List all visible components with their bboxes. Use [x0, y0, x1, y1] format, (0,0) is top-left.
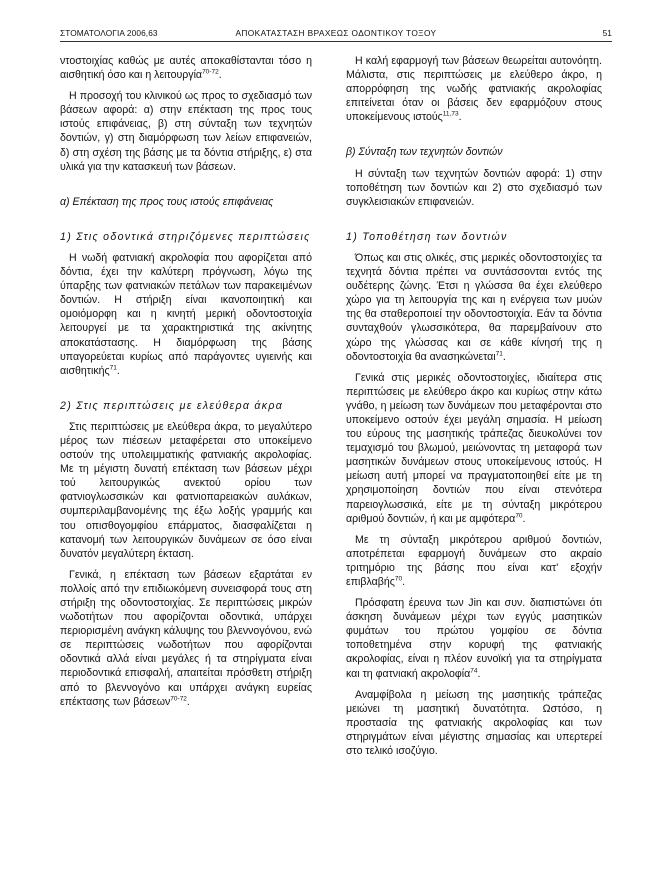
header-rule [60, 41, 612, 42]
paragraph: Όπως και στις ολικές, στις μερικές οδοντοστοιχίες τα τεχνητά δόντια πρέπει να συντάσσονται εντός της ουδέτερης ζώνης. Έτσι η γλώσσα θα έχει ελεύθερο χώρο για τη λειτουργία της και η ενέργεια των μυών της θα σταθεροποιεί την οδοντοστοιχία. Εάν τα δόντια συνταχθούν γλωσσικότερα, θα παρεμβαίνουν στο χώρο της γλώσσας και σε κάθε κίνησή της η οδοντοστοιχία θα ανασηκώνεται$^{71}$. [346, 251, 602, 363]
section-heading: α) Επέκταση της προς τους ιστούς επιφάνειας [60, 195, 274, 208]
citation-ref: 71 [109, 364, 117, 372]
citation-ref: 70 [515, 512, 523, 520]
journal-citation: ΣΤΟΜΑΤΟΛΟΓΙΑ 2006,63 [60, 28, 158, 38]
section-heading: β) Σύνταξη των τεχνητών δοντιών [346, 146, 503, 159]
page-number: 51 [602, 28, 612, 38]
left-column [60, 54, 312, 716]
subsection-heading: 2) Στις περιπτώσεις με ελεύθερα άκρα [60, 399, 284, 412]
paragraph: Η προσοχή του κλινικού ως προς το σχεδιασμό των βάσεων αφορά: α) στην επέκταση της προς τους ιστούς επιφάνειας, β) στη σύνταξη των τεχνητών δοντιών, γ) στη διαμόρφωση των λείων επιφανειών, δ) στη σχέση της βάσης με τα δόντια στήριξης, ε) στα υλικά για την κατασκευή των βάσεων. [60, 90, 312, 173]
citation-ref: 70-72 [202, 68, 219, 76]
citation-ref: 71 [495, 350, 503, 358]
paragraph: Η νωδή φατνιακή ακρολοφία που αφορίζεται από δόντια, έχει την καλύτερη πρόγνωση, λόγω της ύπαρξης των φατνιακών πετάλων των παρακειμένων δοντιών. Η στήριξη είναι ικανοποιητική και ομοιόμορφη και η κινητή μερική οδοντοστοιχία λειτουργεί με τα χαρακτηριστικά της ακίνητης αποκατάστασης. Η διαμόρφωση της βάσης υπαγορεύεται κυρίως από παράγοντες υγιεινής και αισθητικής$^{71}$. [60, 251, 312, 377]
paragraph: Πρόσφατη έρευνα των Jin και συν. διαπιστώνει ότι άσκηση δυνάμεων μέχρι των εγγύς μασητικών φυμάτων του πρώτου γομφίου σε δόντια τοποθετημένα στην κορυφή της φατνιακής ακρολοφίας, είναι η πλέον ευνοϊκή για τα στηρίγματα και τη φατνιακή ακρολοφία$^{74}$. [346, 597, 602, 680]
article-running-title: ΑΠΟΚΑΤΑΣΤΑΣΗ ΒΡΑΧΕΩΣ ΟΔΟΝΤΙΚΟΥ ΤΟΞΟΥ [235, 28, 437, 38]
subsection-heading: 1) Τοποθέτηση των δοντιών [346, 230, 508, 243]
running-header [60, 28, 612, 42]
paragraph: Η καλή εφαρμογή των βάσεων θεωρείται αυτονόητη. Μάλιστα, στις περιπτώσεις με ελεύθερο άκρο, η απορρόφηση της νωδής φατνιακής ακρολοφίας επιτείνεται όταν οι βάσεις δεν εφαρμόζουν στους υποκείμενους ιστούς$^{11,73}$. [346, 55, 602, 124]
paragraph: Αναμφίβολα η μείωση της μασητικής τράπεζας μειώνει τη μασητική δυνατότητα. Ωστόσο, η προστασία της φατνιακής ακρολοφίας και των στηριγμάτων είναι μέγιστης σημασίας και υπερτερεί στο τελικό ισοζύγιο. [346, 688, 602, 758]
paragraph: Γενικά στις μερικές οδοντοστοιχίες, ιδιαίτερα στις περιπτώσεις με ελεύθερο άκρο και κυρίως στην κάτω γνάθο, η μείωση των δυνάμεων που μεταφέρονται στο υποκείμενο οστούν έχει μεγάλη σημασία. Η μείωση του εύρους της μασητικής τράπεζας διευκολύνει τον τεμαχισμό του βλωμού, μειώνοντας τη μεταφορά των μασητικών δυνάμεων στους υποκείμενους ιστούς. Η μείωση αυτή μπορεί να πραγματοποιηθεί είτε με τη χρησιμοποίηση δοντιών που είναι στενότερα παρειογλωσσικά, είτε με τη σύνταξη μικρότερου αριθμού δοντιών, ή και με αμφότερα$^{70}$. [346, 371, 602, 525]
citation-ref: 70 [394, 575, 403, 583]
citation-ref: 70-72 [170, 695, 187, 703]
paragraph: Η σύνταξη των τεχνητών δοντιών αφορά: 1) στην τοποθέτηση των δοντιών και 2) στο σχεδιασμό των συγκλεισιακών επιφανειών. [346, 167, 602, 208]
paragraph: Με τη σύνταξη μικρότερου αριθμού δοντιών, αποτρέπεται εφαρμογή δυνάμεων στο ακραίο τριτημόριο της βάσης που είναι κατ' εξοχήν επιβλαβής$^{70}$. [346, 533, 602, 588]
right-column [346, 54, 602, 765]
paragraph: Στις περιπτώσεις με ελεύθερα άκρα, το μεγαλύτερο μέρος των πιέσεων μεταφέρεται στο υποκείμενο οστούν της υπολειμματικής φατνιακής ακρολοφίας. Με τη μέγιστη δυνατή επέκταση των βάσεων μέχρι τού λειτουργικώς ανεκτού ορίου των φατνιογλωσσικών και φατνιοπαρειακών αυλάκων, συμπεριλαμβανομένης της έξω λοξής γραμμής και του οπισθογομφίου επάρματος, διασφαλίζεται η κατανομή των λειτουργικών δυνάμεων σε όσο είναι δυνατόν μεγαλύτερη έκταση. [60, 420, 312, 560]
citation-ref: 11,73 [442, 110, 459, 118]
paragraph: ντοστοιχίας καθώς με αυτές αποκαθίστανται τόσο η αισθητική όσο και η λειτουργία$^{70-72}$. [60, 55, 312, 82]
paragraph: Γενικά, η επέκταση των βάσεων εξαρτάται εν πολλοίς από την επιδιωκόμενη συνεισφορά τους στη στήριξη της οδοντοστοιχίας. Σε περιπτώσεις μικρών νωδοτήτων που αφορίζονται οδοντικά, υπάρχει περιορισμένη ανάγκη κάλυψης του βλεννογόνου, ενώ σε περιπτώσεις νωδοτήτων που αφορίζονται οδοντικά αλλά είναι μεγάλες ή τα στηρίγματα είναι περιοδοντικά επισφαλή, απαιτείται πρόσθετη στήριξη από το βλεννογόνο και υπάρχει ανάγκη ευρείας επέκτασης των βάσεων$^{70-72}$. [60, 568, 312, 708]
citation-ref: 74 [470, 667, 478, 675]
subsection-heading: 1) Στις οδοντικά στηριζόμενες περιπτώσεις [60, 230, 311, 243]
